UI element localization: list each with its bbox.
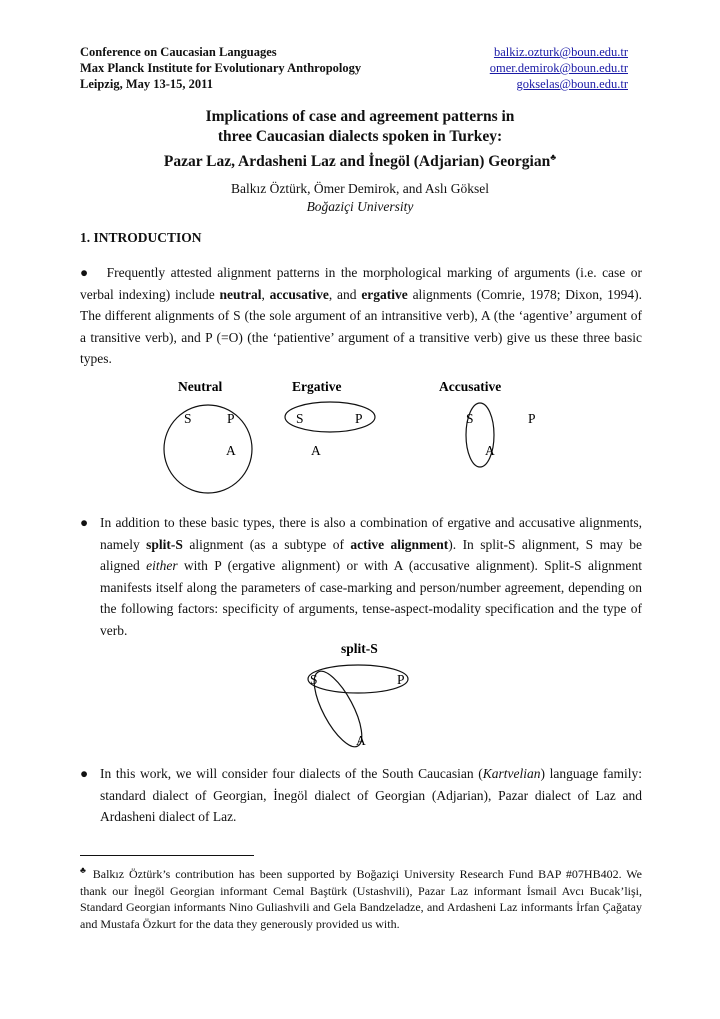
accusative-label: Accusative xyxy=(439,379,502,394)
section-heading: 1. INTRODUCTION xyxy=(80,230,202,245)
split-s-a: A xyxy=(356,733,366,748)
split-s-label: split-S xyxy=(341,641,378,656)
split-s-ellipse-sp xyxy=(308,665,408,693)
accusative-a: A xyxy=(485,443,495,458)
author-block xyxy=(0,180,720,216)
bullet-icon: ● xyxy=(80,515,89,530)
email-list xyxy=(490,44,628,92)
split-s-s: S xyxy=(310,672,318,687)
split-s-p: P xyxy=(397,672,405,687)
bullet-icon: ● xyxy=(80,766,89,781)
alignment-diagram xyxy=(140,372,580,512)
accusative-p: P xyxy=(528,411,536,426)
footnote-mark: ♣ xyxy=(80,865,88,875)
bullet-icon: ● xyxy=(80,265,107,280)
author-affiliation: Boğaziçi University xyxy=(306,199,414,214)
neutral-p: P xyxy=(227,411,235,426)
accusative-s: S xyxy=(466,411,474,426)
neutral-a: A xyxy=(226,443,236,458)
title-line: Pazar Laz, Ardasheni Laz and İnegöl (Adjarian) Georgian♣ xyxy=(163,152,557,171)
intro-paragraph: ● Frequently attested alignment patterns in the morphological marking of arguments (i.e. case or verbal indexing) include neutral, accusative, and ergative alignments (Comrie, 1978; Dixon, 1994). The different alignments of S (the sole argument of an intransitive verb), A (the ‘agentive’ argument of a transitive verb), and P (=O) (the ‘patientive’ argument of a transitive verb) give us these three basic types. xyxy=(80,265,643,366)
email-link[interactable]: balkiz.ozturk@boun.edu.tr xyxy=(493,45,628,59)
ergative-label: Ergative xyxy=(292,379,342,394)
footnote: ♣ Balkız Öztürk’s contribution has been supported by Boğaziçi University Research Fund BAP #07HB402. We thank our İnegöl Georgian informant Cemal Baştürk (Ustashvili), Pazar Laz informant İsmail Avcı Bucak’lişi, Standard Georgian informants Nino Guliashvili and Gela Bandzeladze, and Ardasheni Laz informants İrfan Çağatay and Mustafa Özkurt for the data they generously provided us with. xyxy=(80,865,642,931)
neutral-circle xyxy=(164,405,252,493)
split-s-diagram xyxy=(290,636,430,756)
header-line: Max Planck Institute for Evolutionary Anthropology xyxy=(80,61,362,75)
email-link[interactable]: omer.demirok@boun.edu.tr xyxy=(489,61,628,75)
dialects-paragraph: ● In this work, we will consider four dialects of the South Caucasian (Kartvelian) language family: standard dialect of Georgian, İnegöl dialect of Georgian (Adjarian), Pazar dialect of Laz and Ardasheni dialect of Laz. xyxy=(80,763,642,828)
title-line: three Caucasian dialects spoken in Turkey: xyxy=(217,128,503,145)
conference-header xyxy=(80,44,361,92)
ergative-a: A xyxy=(311,443,321,458)
header-line: Leipzig, May 13-15, 2011 xyxy=(80,77,213,91)
neutral-s: S xyxy=(184,411,192,426)
ergative-s: S xyxy=(296,411,304,426)
paper-title xyxy=(0,107,720,172)
footnote-rule xyxy=(80,855,254,856)
footnote-mark: ♣ xyxy=(550,152,557,162)
title-line: Implications of case and agreement patterns in xyxy=(205,108,515,125)
ergative-p: P xyxy=(355,411,363,426)
neutral-label: Neutral xyxy=(178,379,223,394)
split-s-paragraph: ● In addition to these basic types, there is also a combination of ergative and accusative alignments, namely split-S alignment (as a subtype of active alignment). In split-S alignment, S may be aligned either with P (ergative alignment) or with A (accusative alignment). Split-S alignment manifests itself along the parameters of case-marking and person/number agreement, depending on the following factors: specificity of arguments, tense-aspect-modality specification and the type of verb. xyxy=(80,512,642,641)
author-names: Balkız Öztürk, Ömer Demirok, and Aslı Göksel xyxy=(231,181,489,196)
header-line: Conference on Caucasian Languages xyxy=(80,45,277,59)
email-link[interactable]: gokselas@boun.edu.tr xyxy=(516,77,628,91)
